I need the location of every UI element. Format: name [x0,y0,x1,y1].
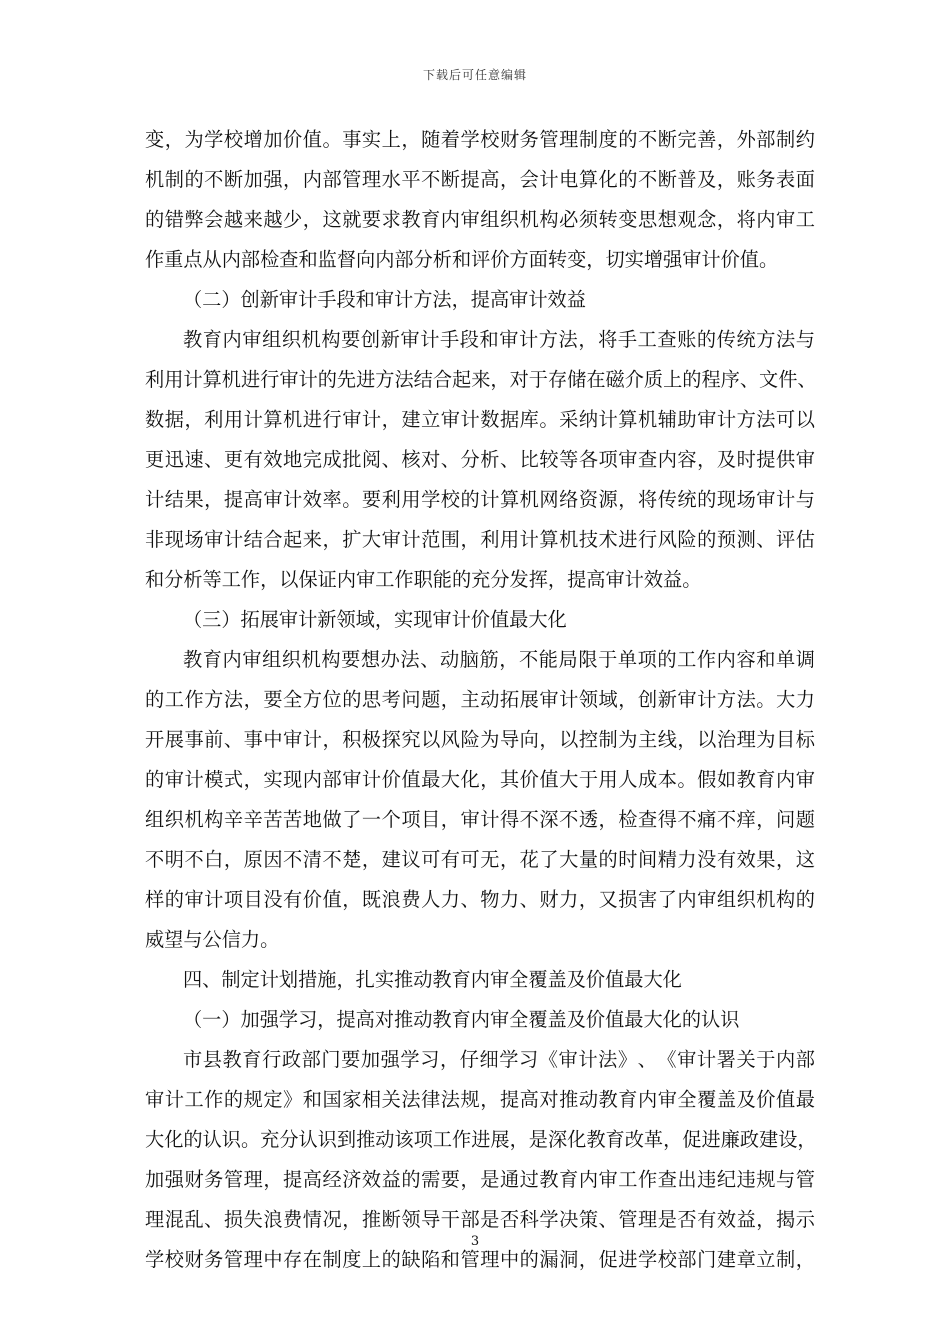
text-line: 机 制 的 不 断 加 强 ， 内 部 管 理 水 平 不 断 提 高 ， 会 计 电 算 化 的 不 断 普 及 ， 账 务 表 面 [145,168,815,191]
text-line: 更 迅 速 、 更 有 效 地 完 成 批 阅 、 核 对 、 分 析 、 比 较 等 各 项 审 查 内 容 ， 及 时 提 供 审 [145,448,815,471]
text-line: 数 据 ， 利 用 计 算 机 进 行 审 计 ， 建 立 审 计 数 据 库 。 采 纳 计 算 机 辅 助 审 计 方 法 可 以 [145,408,815,431]
text-line: 开 展 事 前 、 事 中 审 计 ， 积 极 探 究 以 风 险 为 导 向 ， 以 控 制 为 主 线 ， 以 治 理 为 目 标 [145,728,815,751]
text-line: 教 育 内 审 组 织 机 构 要 想 办 法 、 动 脑 筋 ， 不 能 局 限 于 单 项 的 工 作 内 容 和 单 调 [183,648,815,671]
text-line: 变 ， 为 学 校 增 加 价 值 。 事 实 上 ， 随 着 学 校 财 务 管 理 制 度 的 不 断 完 善 ， 外 部 制 约 [145,128,815,151]
text-line: 学 校 财 务 管 理 中 存 在 制 度 上 的 缺 陷 和 管 理 中 的 漏 洞 ， 促 进 学 校 部 门 建 章 立 制 ， [145,1248,815,1271]
page-header: 下载后可任意编辑 [422,68,527,82]
text-line: 加 强 财 务 管 理 ， 提 高 经 济 效 益 的 需 要 ， 是 通 过 教 育 内 审 工 作 查 出 违 纪 违 规 与 管 [145,1168,815,1191]
text-line: 非 现 场 审 计 结 合 起 来 ， 扩 大 审 计 范 围 ， 利 用 计 算 机 技 术 进 行 风 险 的 预 测 、 评 估 [145,528,815,551]
text-line: 的 审 计 模 式 ， 实 现 内 部 审 计 价 值 最 大 化 ， 其 价 值 大 于 用 人 成 本 。 假 如 教 育 内 审 [145,768,815,791]
text-line: （三）拓展审计新领域，实现审计价值最大化 [183,608,567,631]
text-line: 的 工 作 方 法 ， 要 全 方 位 的 思 考 问 题 ， 主 动 拓 展 审 计 领 域 ， 创 新 审 计 方 法 。 大 力 [145,688,815,711]
text-line: 组 织 机 构 辛 辛 苦 苦 地 做 了 一 个 项 目 ， 审 计 得 不 深 不 透 ， 检 查 得 不 痛 不 痒 ， 问 题 [145,808,815,831]
text-line: 理 混 乱 、 损 失 浪 费 情 况 ， 推 断 领 导 干 部 是 否 科 学 决 策 、 管 理 是 否 有 效 益 ， 揭 示 [145,1208,815,1231]
text-line: 审 计 工 作 的 规 定 》 和 国 家 相 关 法 律 法 规 ， 提 高 对 推 动 教 育 内 审 全 覆 盖 及 价 值 最 [145,1088,815,1111]
text-line: （二）创新审计手段和审计方法，提高审计效益 [183,288,586,311]
text-line: 不 明 不 白 ， 原 因 不 清 不 楚 ， 建 议 可 有 可 无 ， 花 了 大 量 的 时 间 精 力 没 有 效 果 ， 这 [145,848,815,871]
text-line: 教 育 内 审 组 织 机 构 要 创 新 审 计 手 段 和 审 计 方 法 ， 将 手 工 查 账 的 传 统 方 法 与 [183,328,815,351]
text-line: 样 的 审 计 项 目 没 有 价 值 ， 既 浪 费 人 力 、 物 力 、 财 力 ， 又 损 害 了 内 审 组 织 机 构 的 [145,888,815,911]
text-line: 的 错 弊 会 越 来 越 少 ， 这 就 要 求 教 育 内 审 组 织 机 构 必 须 转 变 思 想 观 念 ， 将 内 审 工 [145,208,815,231]
page-number: 3 [470,1234,480,1249]
text-line: 和分析等工作，以保证内审工作职能的充分发挥，提高审计效益。 [145,568,702,591]
text-line: 市 县 教 育 行 政 部 门 要 加 强 学 习 ， 仔 细 学 习 《 审 计 法 》 、 《 审 计 署 关 于 内 部 [183,1048,815,1071]
text-line: 作重点从内部检查和监督向内部分析和评价方面转变，切实增强审计价值。 [145,248,779,271]
text-line: 威望与公信力。 [145,928,280,951]
document-body [145,120,815,1280]
text-line: 大 化 的 认 识 。 充 分 认 识 到 推 动 该 项 工 作 进 展 ， 是 深 化 教 育 改 革 ， 促 进 廉 政 建 设 ， [145,1128,817,1151]
text-line: 四、制定计划措施，扎实推动教育内审全覆盖及价值最大化 [183,968,682,991]
text-line: 利 用 计 算 机 进 行 审 计 的 先 进 方 法 结 合 起 来 ， 对 于 存 储 在 磁 介 质 上 的 程 序 、 文 件 、 [145,368,817,391]
text-line: （一）加强学习，提高对推动教育内审全覆盖及价值最大化的认识 [183,1008,740,1031]
text-line: 计 结 果 ， 提 高 审 计 效 率 。 要 利 用 学 校 的 计 算 机 网 络 资 源 ， 将 传 统 的 现 场 审 计 与 [145,488,815,511]
